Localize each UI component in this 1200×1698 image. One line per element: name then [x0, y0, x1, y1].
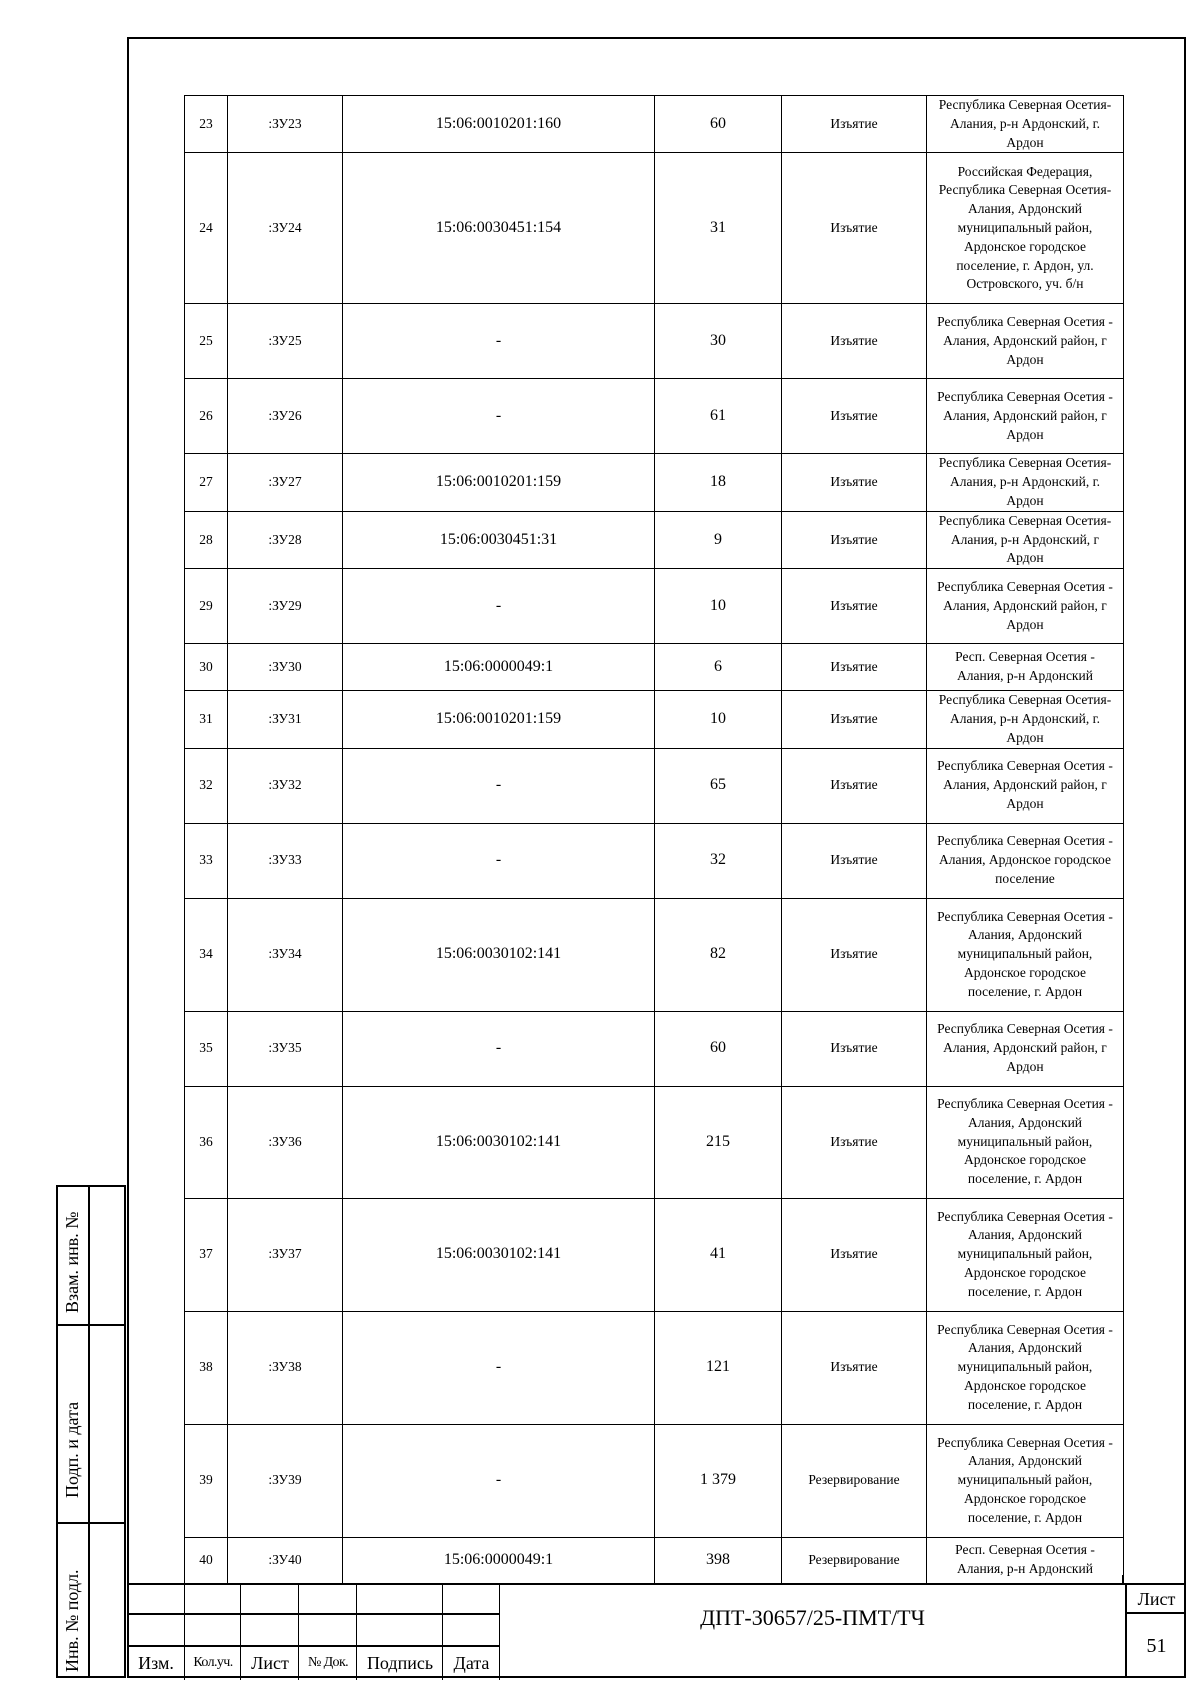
cell-designation: :ЗУ24 [228, 153, 343, 304]
tb-label-n-dok: № Док. [307, 1655, 349, 1670]
cell-action: Изъятие [782, 644, 927, 691]
cell-designation: :ЗУ38 [228, 1311, 343, 1424]
cell-cadastral-number: 15:06:0000049:1 [343, 1537, 655, 1583]
cell-cadastral-number: 15:06:0010201:160 [343, 96, 655, 153]
cell-area: 82 [655, 898, 782, 1011]
table-row [185, 96, 1124, 153]
tb-label-list: Лист [251, 1653, 289, 1673]
cell-address: Республика Северная Осетия - Алания, Ардонский район, г Ардон [927, 1011, 1124, 1086]
cell-address: Республика Северная Осетия-Алания, р-н Ардонский, г Ардон [927, 511, 1124, 568]
cell-address: Респ. Северная Осетия - Алания, р-н Ардонский [927, 1537, 1124, 1583]
cell-address: Республика Северная Осетия - Алания, Ардонский район, г Ардон [927, 748, 1124, 823]
side-divider [88, 1522, 90, 1676]
cell-area: 398 [655, 1537, 782, 1583]
side-label-podp-data: Подп. и дата [62, 1401, 82, 1498]
cell-action: Изъятие [782, 569, 927, 644]
cell-area: 18 [655, 454, 782, 511]
tb-label-data: Дата [453, 1653, 490, 1673]
cell-address: Республика Северная Осетия - Алания, Ардонский район, г Ардон [927, 379, 1124, 454]
cell-action: Изъятие [782, 748, 927, 823]
cell-designation: :ЗУ27 [228, 454, 343, 511]
cell-designation: :ЗУ29 [228, 569, 343, 644]
cell-action: Изъятие [782, 304, 927, 379]
table-row [185, 569, 1124, 644]
cell-number: 25 [185, 304, 228, 379]
land-plots-tbody [185, 96, 1124, 1584]
table-row [185, 1424, 1124, 1537]
cell-action: Изъятие [782, 898, 927, 1011]
cell-address: Республика Северная Осетия-Алания, р-н Ардонский, г. Ардон [927, 454, 1124, 511]
cell-number: 37 [185, 1198, 228, 1311]
cell-area: 60 [655, 1011, 782, 1086]
cell-action: Резервирование [782, 1424, 927, 1537]
cell-action: Изъятие [782, 1086, 927, 1198]
cell-area: 6 [655, 644, 782, 691]
cell-number: 40 [185, 1537, 228, 1583]
sheet-number: 51 [1125, 1614, 1186, 1678]
cell-designation: :ЗУ25 [228, 304, 343, 379]
cell-address: Российская Федерация, Республика Северная Осетия-Алания, Ардонский муниципальный район, Ардонское городское поселение, г. Ардон, ул. Островского, уч. б/н [927, 153, 1124, 304]
cell-cadastral-number: - [343, 1311, 655, 1424]
cell-number: 24 [185, 153, 228, 304]
cell-address: Республика Северная Осетия - Алания, Ардонский район, г Ардон [927, 569, 1124, 644]
side-stamp-inv [56, 1522, 126, 1678]
cell-cadastral-number: 15:06:0030102:141 [343, 1198, 655, 1311]
cell-number: 39 [185, 1424, 228, 1537]
cell-area: 65 [655, 748, 782, 823]
cell-number: 27 [185, 454, 228, 511]
cell-number: 34 [185, 898, 228, 1011]
cell-action: Изъятие [782, 691, 927, 748]
cell-area: 30 [655, 304, 782, 379]
cell-area: 31 [655, 153, 782, 304]
cell-address: Республика Северная Осетия - Алания, Ардонский муниципальный район, Ардонское городское поселение, г. Ардон [927, 1311, 1124, 1424]
table-row [185, 898, 1124, 1011]
cell-designation: :ЗУ40 [228, 1537, 343, 1583]
cell-action: Изъятие [782, 379, 927, 454]
side-label-vzam-inv: Взам. инв. № [62, 1211, 82, 1313]
side-stamp-podp [56, 1324, 126, 1524]
cell-designation: :ЗУ36 [228, 1086, 343, 1198]
table-row [185, 379, 1124, 454]
side-divider [88, 1187, 90, 1324]
cell-action: Изъятие [782, 823, 927, 898]
cell-cadastral-number: 15:06:0030451:154 [343, 153, 655, 304]
table-row [185, 1086, 1124, 1198]
table-row [185, 1311, 1124, 1424]
cell-area: 10 [655, 691, 782, 748]
cell-number: 26 [185, 379, 228, 454]
land-plots-table-wrap [184, 95, 1123, 1584]
cell-designation: :ЗУ32 [228, 748, 343, 823]
cell-number: 23 [185, 96, 228, 153]
cell-number: 32 [185, 748, 228, 823]
cell-address: Республика Северная Осетия - Алания, Ардонское городское поселение [927, 823, 1124, 898]
cell-address: Республика Северная Осетия-Алания, р-н Ардонский, г. Ардон [927, 691, 1124, 748]
cell-action: Изъятие [782, 153, 927, 304]
cell-cadastral-number: 15:06:0030451:31 [343, 511, 655, 568]
cell-number: 30 [185, 644, 228, 691]
table-row [185, 304, 1124, 379]
cell-designation: :ЗУ34 [228, 898, 343, 1011]
cell-area: 61 [655, 379, 782, 454]
cell-action: Изъятие [782, 96, 927, 153]
cell-address: Респ. Северная Осетия - Алания, р-н Ардонский [927, 644, 1124, 691]
cell-area: 1 379 [655, 1424, 782, 1537]
land-plots-table [184, 95, 1124, 1584]
cell-number: 29 [185, 569, 228, 644]
table-row [185, 1198, 1124, 1311]
table-row [185, 454, 1124, 511]
side-divider [88, 1324, 90, 1522]
cell-action: Изъятие [782, 1011, 927, 1086]
cell-address: Республика Северная Осетия - Алания, Ардонский муниципальный район, Ардонское городское поселение, г. Ардон [927, 1198, 1124, 1311]
cell-cadastral-number: - [343, 823, 655, 898]
cell-designation: :ЗУ28 [228, 511, 343, 568]
cell-cadastral-number: 15:06:0000049:1 [343, 644, 655, 691]
table-row [185, 1011, 1124, 1086]
cell-area: 9 [655, 511, 782, 568]
cell-area: 60 [655, 96, 782, 153]
cell-number: 35 [185, 1011, 228, 1086]
cell-cadastral-number: - [343, 748, 655, 823]
cell-address: Республика Северная Осетия - Алания, Ардонский муниципальный район, Ардонское городское поселение, г. Ардон [927, 1424, 1124, 1537]
cell-designation: :ЗУ33 [228, 823, 343, 898]
cell-number: 31 [185, 691, 228, 748]
cell-area: 215 [655, 1086, 782, 1198]
cell-number: 33 [185, 823, 228, 898]
cell-designation: :ЗУ30 [228, 644, 343, 691]
table-row [185, 1537, 1124, 1583]
tb-label-kol-uch: Кол.уч. [193, 1655, 233, 1670]
tb-label-izm: Изм. [138, 1653, 174, 1673]
cell-cadastral-number: 15:06:0010201:159 [343, 454, 655, 511]
cell-address: Республика Северная Осетия-Алания, р-н Ардонский, г. Ардон [927, 96, 1124, 153]
cell-action: Резервирование [782, 1537, 927, 1583]
cell-address: Республика Северная Осетия - Алания, Ардонский район, г Ардон [927, 304, 1124, 379]
cell-number: 38 [185, 1311, 228, 1424]
table-row [185, 644, 1124, 691]
cell-cadastral-number: 15:06:0030102:141 [343, 898, 655, 1011]
cell-area: 32 [655, 823, 782, 898]
table-row [185, 511, 1124, 568]
cell-address: Республика Северная Осетия - Алания, Ардонский муниципальный район, Ардонское городское поселение, г. Ардон [927, 898, 1124, 1011]
cell-cadastral-number: - [343, 379, 655, 454]
cell-designation: :ЗУ23 [228, 96, 343, 153]
table-row [185, 823, 1124, 898]
cell-designation: :ЗУ26 [228, 379, 343, 454]
cell-designation: :ЗУ37 [228, 1198, 343, 1311]
document-code: ДПТ-30657/25-ПМТ/ТЧ [700, 1605, 925, 1630]
cell-action: Изъятие [782, 454, 927, 511]
cell-cadastral-number: - [343, 1424, 655, 1537]
cell-cadastral-number: - [343, 569, 655, 644]
cell-action: Изъятие [782, 1311, 927, 1424]
cell-designation: :ЗУ39 [228, 1424, 343, 1537]
cell-action: Изъятие [782, 1198, 927, 1311]
cell-number: 36 [185, 1086, 228, 1198]
cell-area: 121 [655, 1311, 782, 1424]
cell-designation: :ЗУ35 [228, 1011, 343, 1086]
sheet-label: Лист [1125, 1584, 1186, 1614]
cell-cadastral-number: 15:06:0010201:159 [343, 691, 655, 748]
tb-label-podpis: Подпись [366, 1653, 434, 1673]
cell-cadastral-number: 15:06:0030102:141 [343, 1086, 655, 1198]
cell-designation: :ЗУ31 [228, 691, 343, 748]
cell-area: 10 [655, 569, 782, 644]
cell-number: 28 [185, 511, 228, 568]
side-stamp-vzam [56, 1185, 126, 1326]
side-label-inv-podl: Инв. № подл. [62, 1569, 82, 1672]
table-row [185, 748, 1124, 823]
cell-action: Изъятие [782, 511, 927, 568]
cell-cadastral-number: - [343, 1011, 655, 1086]
cell-area: 41 [655, 1198, 782, 1311]
table-row [185, 691, 1124, 748]
cell-cadastral-number: - [343, 304, 655, 379]
cell-address: Республика Северная Осетия - Алания, Ардонский муниципальный район, Ардонское городское поселение, г. Ардон [927, 1086, 1124, 1198]
table-row [185, 153, 1124, 304]
